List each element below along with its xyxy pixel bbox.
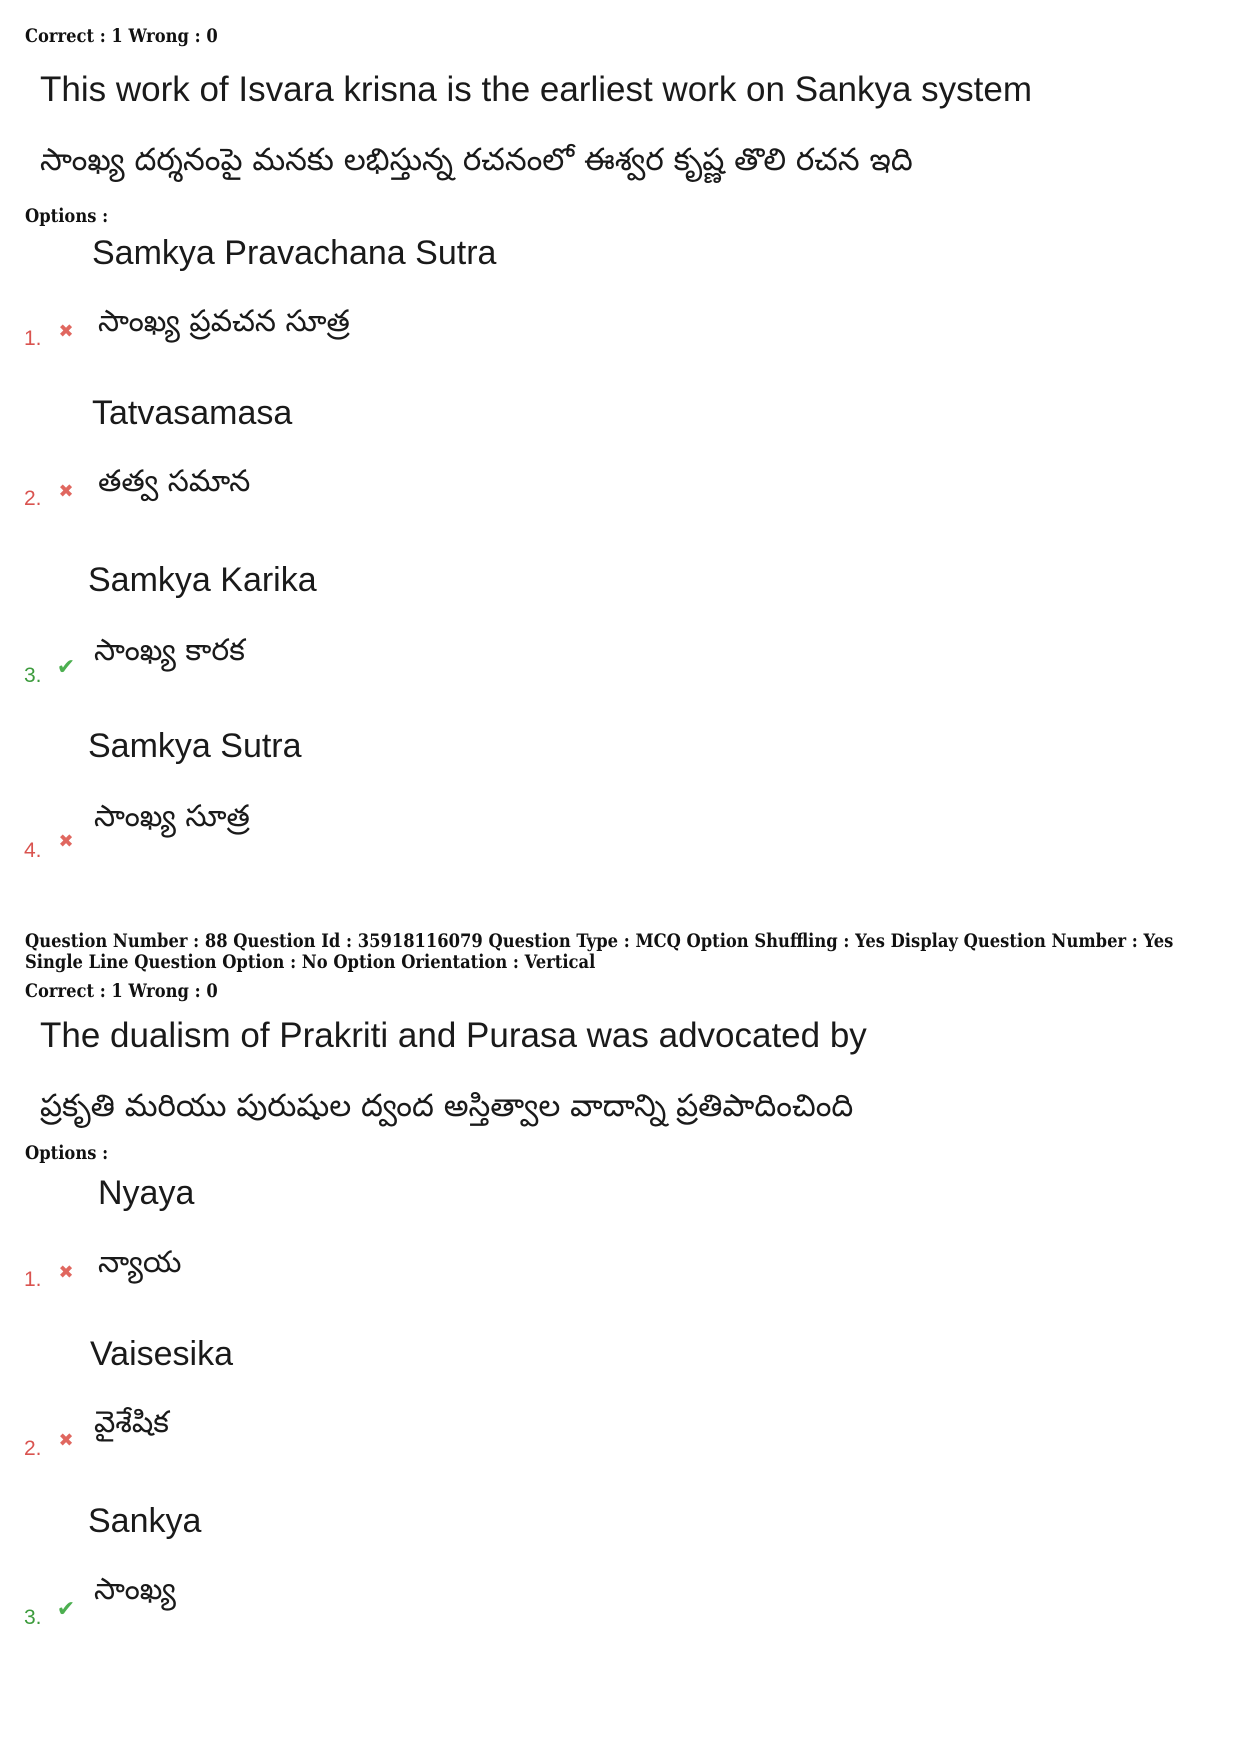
cross-icon: ✖ (58, 1262, 74, 1283)
option-text-en: Tatvasamasa (92, 394, 293, 432)
question-meta-line-1: Question Number : 88 Question Id : 35918116079 Question Type : MCQ Option Shuffling : Yes Display Question Number : Yes (25, 930, 1174, 952)
cross-icon: ✖ (58, 321, 74, 342)
option-number: 3. (24, 1606, 42, 1629)
question-text-te: సాంఖ్య దర్శనంపై మనకు లభిస్తున్న రచనంలో ఈశ్వర కృష్ణ తొలి రచన ఇది (40, 142, 913, 178)
option-number: 1. (24, 327, 42, 350)
score-line: Correct : 1 Wrong : 0 (25, 25, 218, 47)
options-label: Options : (25, 1142, 109, 1164)
option-number: 1. (24, 1268, 42, 1291)
question-text-en: The dualism of Prakriti and Purasa was advocated by (40, 1016, 867, 1055)
check-icon: ✔ (56, 1597, 76, 1622)
check-icon: ✔ (56, 655, 76, 680)
question-text-te: ప్రకృతి మరియు పురుషుల ద్వంద అస్తిత్వాల వాదాన్ని ప్రతిపాదించింది (40, 1088, 854, 1124)
question-text-en: This work of Isvara krisna is the earliest work on Sankya system (40, 70, 1033, 109)
option-number: 4. (24, 839, 42, 862)
cross-icon: ✖ (58, 831, 74, 852)
option-text-te: సాంఖ్య ప్రవచన సూత్ర (98, 304, 350, 339)
option-text-en: Samkya Karika (88, 561, 317, 599)
option-number: 2. (24, 487, 42, 510)
options-label: Options : (25, 205, 109, 227)
option-text-te: వైశేషిక (94, 1405, 169, 1440)
option-number: 3. (24, 664, 42, 687)
score-line: Correct : 1 Wrong : 0 (25, 980, 218, 1002)
option-text-te: సాంఖ్య (94, 1572, 176, 1607)
option-number: 2. (24, 1437, 42, 1460)
option-text-te: తత్వ సమాన (98, 464, 251, 499)
cross-icon: ✖ (58, 1430, 74, 1451)
option-text-te: సాంఖ్య కారక (94, 633, 245, 668)
option-text-en: Samkya Sutra (88, 727, 302, 765)
cross-icon: ✖ (58, 481, 74, 502)
option-text-en: Vaisesika (90, 1335, 233, 1373)
option-text-en: Sankya (88, 1502, 202, 1540)
option-text-en: Nyaya (98, 1174, 195, 1212)
option-text-te: సాంఖ్య సూత్ర (94, 799, 250, 834)
option-text-en: Samkya Pravachana Sutra (92, 234, 497, 272)
question-meta-line-2: Single Line Question Option : No Option Orientation : Vertical (25, 951, 596, 973)
option-text-te: న్యాయ (98, 1245, 182, 1280)
